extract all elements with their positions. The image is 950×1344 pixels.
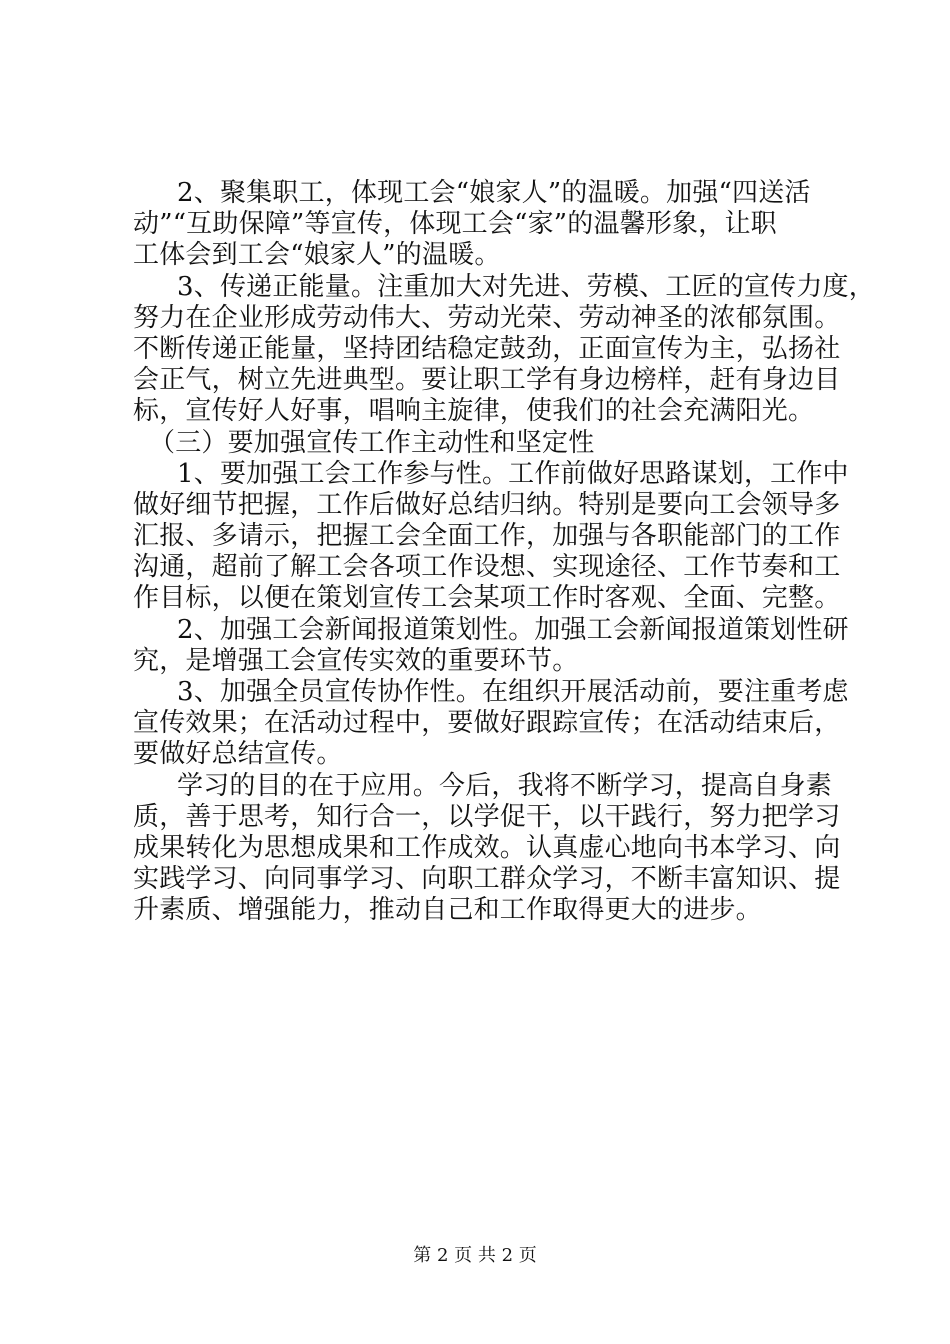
paragraph-2-news-planning [133, 614, 849, 677]
text-line: 究，是增强工会宣传实效的重要环节。 [133, 645, 579, 676]
paragraph-3-positive-energy [133, 271, 875, 428]
text-line: 沟通，超前了解工会各项工作设想、实现途径、工作节奏和工 [133, 552, 841, 583]
paragraph-3-collaboration [133, 677, 849, 771]
paragraph-1-participation [133, 458, 849, 615]
text-line: 标，宣传好人好事，唱响主旋律，使我们的社会充满阳光。 [133, 396, 815, 427]
text-line: 工体会到工会“娘家人”的温暖。 [133, 240, 501, 271]
text-line: 2、加强工会新闻报道策划性。加强工会新闻报道策划性研 [177, 614, 849, 645]
document-body [133, 178, 875, 927]
section-heading-text: （三）要加强宣传工作主动性和坚定性 [149, 427, 595, 458]
text-line: 学习的目的在于应用。今后，我将不断学习，提高自身素 [177, 770, 833, 801]
text-line: 会正气，树立先进典型。要让职工学有身边榜样，赶有身边目 [133, 365, 841, 396]
text-line: 2、聚集职工，体现工会“娘家人”的温暖。加强“四送活 [177, 178, 811, 208]
text-line: 实践学习、向同事学习、向职工群众学习，不断丰富知识、提 [133, 864, 841, 895]
text-line: 3、传递正能量。注重加大对先进、劳模、工匠的宣传力度， [177, 271, 875, 302]
text-line: 成果转化为思想成果和工作成效。认真虚心地向书本学习、向 [133, 832, 841, 863]
text-line: 汇报、多请示，把握工会全面工作，加强与各职能部门的工作 [133, 521, 841, 552]
section-heading-3 [133, 428, 833, 459]
text-line: 努力在企业形成劳动伟大、劳动光荣、劳动神圣的浓郁氛围。 [133, 302, 841, 333]
text-line: 动”“互助保障”等宣传，体现工会“家”的温馨形象，让职 [133, 209, 777, 240]
text-line: 做好细节把握，工作后做好总结归纳。特别是要向工会领导多 [133, 489, 841, 520]
paragraph-conclusion [133, 770, 841, 927]
text-line: 3、加强全员宣传协作性。在组织开展活动前，要注重考虑 [177, 677, 849, 707]
text-line: 质，善于思考，知行合一，以学促干，以干践行，努力把学习 [133, 801, 841, 832]
text-line: 升素质、增强能力，推动自己和工作取得更大的进步。 [133, 895, 762, 926]
text-line: 不断传递正能量，坚持团结稳定鼓劲，正面宣传为主，弘扬社 [133, 333, 841, 364]
page-number-footer: 第 2 页 共 2 页 [413, 1245, 537, 1266]
text-line: 作目标，以便在策划宣传工会某项工作时客观、全面、完整。 [133, 583, 841, 614]
paragraph-2-union-warmth [133, 178, 833, 272]
text-line: 1、要加强工会工作参与性。工作前做好思路谋划，工作中 [177, 458, 849, 489]
text-line: 宣传效果；在活动过程中，要做好跟踪宣传；在活动结束后， [133, 708, 841, 739]
text-line: 要做好总结宣传。 [133, 739, 343, 770]
